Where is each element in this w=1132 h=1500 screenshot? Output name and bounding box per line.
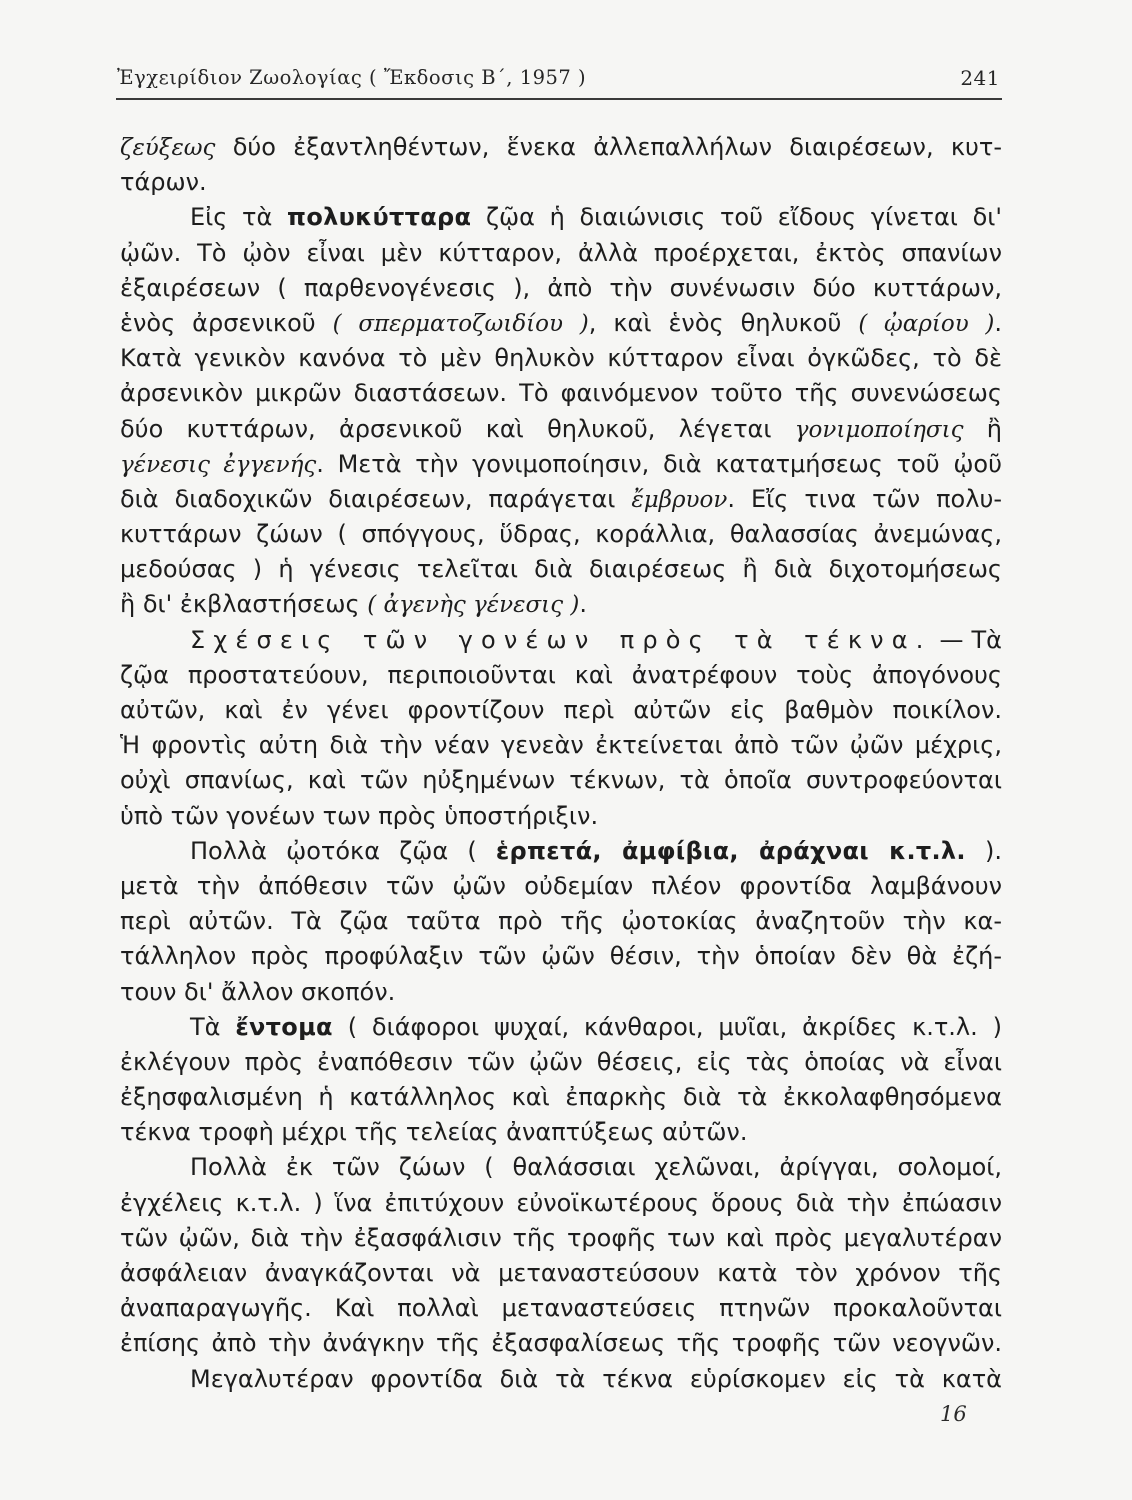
text-line [120, 1221, 1002, 1256]
text-line [120, 1045, 1002, 1080]
text-run: ἐξαιρέσεων ( παρθενογένεσις ), ἀπὸ τὴν συνένωσιν δύο κυττάρων, [120, 273, 1002, 302]
text-line [120, 1256, 1002, 1291]
text-line [120, 130, 1002, 165]
paragraph-start [120, 1362, 1002, 1397]
text-line [120, 376, 1002, 411]
text-run: ἐκλέγουν πρὸς ἐναπόθεσιν τῶν ᾠῶν θέσεις, εἰς τὰς ὁποίας νὰ εἶναι [120, 1047, 1002, 1076]
text-line [120, 1326, 1002, 1361]
text-line [120, 1291, 1002, 1326]
text-run: ᾠῶν. Τὸ ᾠὸν εἶναι μὲν κύτταρον, ἀλλὰ προέρχεται, ἐκτὸς σπανίων [120, 238, 1002, 267]
text-line [120, 552, 1002, 587]
text-run: ἀρσενικὸν μικρῶν διαστάσεων. Τὸ φαινόμενον τοῦτο τῆς συνενώσεως [120, 379, 1002, 408]
text-run: ἢ δι' ἐκβλαστήσεως [120, 590, 368, 619]
text-line [120, 693, 1002, 728]
text-line [120, 869, 1002, 904]
paragraph-start [120, 200, 1002, 235]
text-line [120, 1080, 1002, 1115]
text-run: ὑπὸ τῶν γονέων των πρὸς ὑποστήριξιν. [120, 801, 599, 830]
signature-mark: 16 [940, 1402, 967, 1426]
text-line [120, 763, 1002, 798]
text-line [120, 236, 1002, 271]
text-run: ἐπίσης ἀπὸ τὴν ἀνάγκην τῆς ἐξασφαλίσεως τῆς τροφῆς τῶν νεογνῶν. [120, 1329, 1002, 1358]
text-run: μετὰ τὴν ἀπόθεσιν τῶν ᾠῶν οὐδεμίαν πλέον φροντίδα λαμβάνουν [120, 871, 1002, 900]
text-line [120, 306, 1002, 341]
header-rule [116, 98, 1002, 100]
text-run: . [994, 308, 1003, 337]
text-line [120, 165, 1002, 200]
text-run: ἐξησφαλισμένη ἡ κατάλληλος καὶ ἐπαρκὴς διὰ τὰ ἐκκολαφθησόμενα [120, 1083, 1002, 1112]
text-run: ( διάφοροι ψυχαί, κάνθαροι, μυῖαι, ἀκρίδες κ.τ.λ. ) [332, 1012, 1002, 1041]
text-run: τάρων. [120, 168, 207, 197]
text-run: Πολλὰ ἐκ τῶν ζώων ( θαλάσσιαι χελῶναι, ἀρίγγαι, σολομοί, [190, 1153, 1002, 1182]
text-run: Εἰς τὰ [190, 203, 288, 232]
italic-term: ( σπερματοζωιδίου ) [332, 310, 589, 337]
text-run: Τὰ [190, 1012, 236, 1041]
text-run: ἀναπαραγωγῆς. Καὶ πολλαὶ μεταναστεύσεις πτηνῶν προκαλοῦνται [120, 1294, 1002, 1323]
text-run: δύο ἐξαντληθέντων, ἕνεκα ἀλλεπαλλήλων διαιρέσεων, κυτ- [215, 133, 1002, 161]
text-line [120, 412, 1002, 447]
text-line [120, 904, 1002, 939]
text-run: ζῷα προστατεύουν, περιποιοῦνται καὶ ἀνατρέφουν τοὺς ἀπογόνους [120, 660, 1002, 689]
text-run: — Τὰ [931, 625, 1002, 654]
text-run: . [579, 590, 587, 619]
bold-term: ἔντομα [235, 1012, 333, 1041]
text-run: . Μετὰ τὴν γονιμοποίησιν, διὰ κατατμήσεως τοῦ ᾠοῦ [316, 449, 1002, 478]
text-run: ἢ [963, 414, 1003, 443]
text-line [120, 975, 1002, 1010]
text-line [120, 271, 1002, 306]
text-run: , καὶ ἑνὸς θηλυκοῦ [588, 308, 859, 337]
text-line [120, 341, 1002, 376]
italic-term: ( ᾠαρίου ) [858, 310, 995, 337]
body-text [120, 130, 1002, 1397]
text-run: τέκνα τροφὴ μέχρι τῆς τελείας ἀναπτύξεως αὐτῶν. [120, 1118, 748, 1147]
text-run: . Εἴς τινα τῶν πολυ- [727, 484, 1002, 513]
text-run: Κατὰ γενικὸν κανόνα τὸ μὲν θηλυκὸν κύτταρον εἶναι ὀγκῶδες, τὸ δὲ [120, 344, 1002, 373]
text-run: ). [965, 836, 1002, 865]
text-run: ἀσφάλειαν ἀναγκάζονται νὰ μεταναστεύσουν κατὰ τὸν χρόνον τῆς [120, 1259, 1002, 1287]
text-run: ἑνὸς ἀρσενικοῦ [120, 308, 333, 337]
italic-term: γένεσις ἐγγενής [120, 451, 317, 478]
page-number: 241 [960, 66, 1000, 90]
running-head-title: Ἐγχειρίδιον Ζωολογίας ( Ἔκδοσις Β΄, 1957 ) [117, 66, 587, 89]
italic-term: ζεύξεως [120, 135, 216, 161]
text-run: τουν δι' ἄλλον σκοπόν. [120, 977, 396, 1006]
section-heading: Σχέσεις τῶν γονέων πρὸς τὰ τέκνα. [190, 625, 932, 654]
text-line [120, 728, 1002, 763]
italic-term: γονιμοποίησις [794, 416, 964, 443]
text-run: ζῷα ἡ διαιώνισις τοῦ εἴδους γίνεται δι' [471, 203, 1002, 232]
italic-term: ( ἀγενὴς γένεσις ) [367, 592, 580, 619]
text-line [120, 482, 1002, 517]
text-line [120, 799, 1002, 834]
text-run: τῶν ᾠῶν, διὰ τὴν ἐξασφάλισιν τῆς τροφῆς των καὶ πρὸς μεγαλυτέραν [120, 1223, 1002, 1252]
paragraph-start [120, 834, 1002, 869]
text-run: αὐτῶν, καὶ ἐν γένει φροντίζουν περὶ αὐτῶν εἰς βαθμὸν ποικίλον. [120, 696, 1002, 724]
text-line [120, 517, 1002, 552]
bold-term: πολυκύτταρα [287, 203, 472, 232]
italic-term: ἔμβρυον [631, 486, 728, 513]
text-line [120, 587, 1002, 622]
text-line [120, 1115, 1002, 1150]
text-run: κυττάρων ζώων ( σπόγγους, ὕδρας, κοράλλια, θαλασσίας ἀνεμώνας, [120, 520, 1002, 549]
paragraph-start [120, 1150, 1002, 1185]
text-line [120, 658, 1002, 693]
text-line [120, 1186, 1002, 1221]
text-line [120, 939, 1002, 974]
text-run: Ἡ φροντὶς αὐτη διὰ τὴν νέαν γενεὰν ἐκτείνεται ἀπὸ τῶν ᾠῶν μέχρις, [120, 731, 1002, 760]
paragraph-start [120, 623, 1002, 658]
text-run: μεδούσας ) ἡ γένεσις τελεῖται διὰ διαιρέσεως ἢ διὰ διχοτομήσεως [120, 555, 1002, 584]
paragraph-start [120, 1010, 1002, 1045]
text-run: Πολλὰ ᾠοτόκα ζῷα ( [190, 836, 496, 865]
text-line [120, 447, 1002, 482]
text-run: περὶ αὐτῶν. Τὰ ζῷα ταῦτα πρὸ τῆς ᾠοτοκίας ἀναζητοῦν τὴν κα- [120, 907, 1002, 936]
text-run: οὐχὶ σπανίως, καὶ τῶν ηὐξημένων τέκνων, τὰ ὁποῖα συντροφεύονται [120, 766, 1002, 795]
text-run: διὰ διαδοχικῶν διαιρέσεων, παράγεται [120, 484, 632, 513]
text-run: Μεγαλυτέραν φροντίδα διὰ τὰ τέκνα εὑρίσκομεν εἰς τὰ κατὰ [190, 1364, 1002, 1393]
text-run: ἐγχέλεις κ.τ.λ. ) ἵνα ἐπιτύχουν εὐνοϊκωτέρους ὅρους διὰ τὴν ἐπώασιν [120, 1188, 1002, 1217]
bold-term: ἑρπετά, ἀμφίβια, ἀράχναι κ.τ.λ. [495, 836, 966, 865]
text-run: δύο κυττάρων, ἀρσενικοῦ καὶ θηλυκοῦ, λέγεται [120, 414, 795, 443]
text-run: τάλληλον πρὸς προφύλαξιν τῶν ᾠῶν θέσιν, τὴν ὁποίαν δὲν θὰ ἐζή- [120, 942, 1002, 971]
